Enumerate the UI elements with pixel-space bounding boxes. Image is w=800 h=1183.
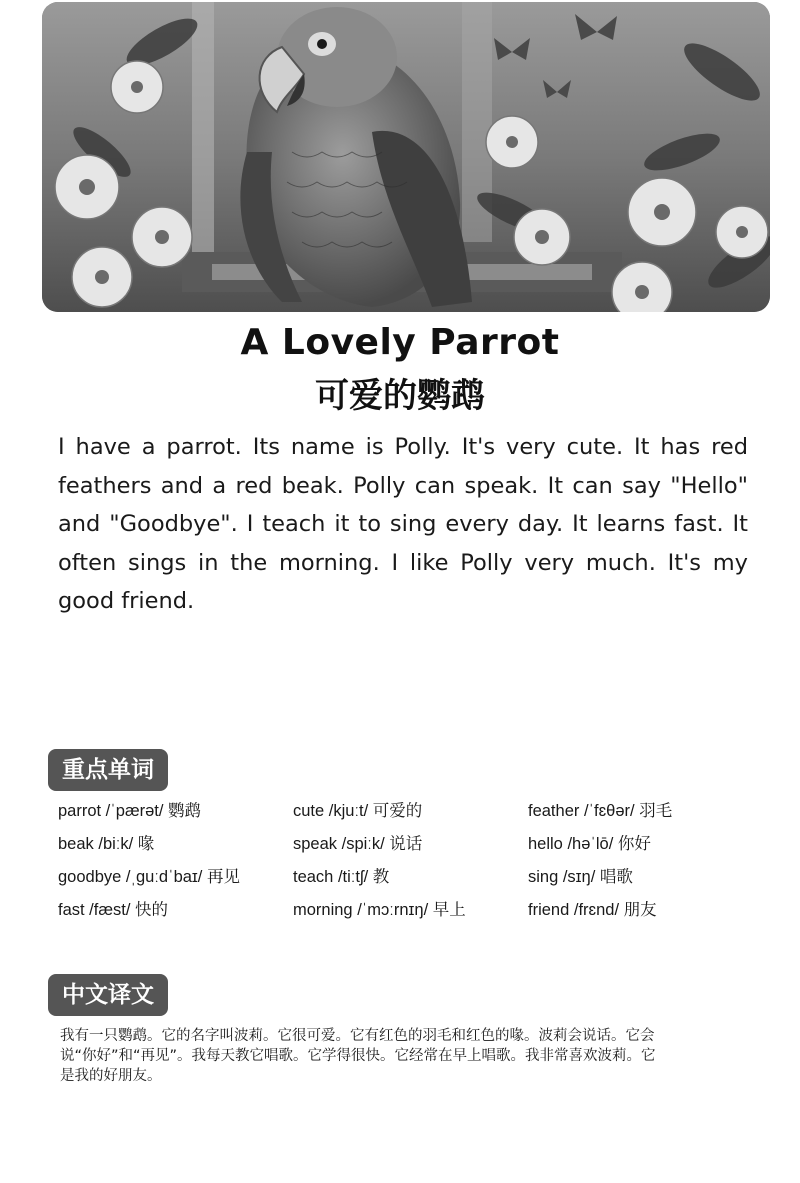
translation-section-tag: 中文译文 [48,974,168,1016]
story-text: I have a parrot. Its name is Polly. It's very cute. It has red feathers and a red beak. Polly can speak. It can say "Hello" and "Goodbye". I teach it to sing every day. It learns fast. It often sings in the morning. I like Polly very much. It's my good friend. [58,434,748,614]
vocab-item-friend: friend /frɛnd/ 朋友 [528,901,657,919]
translation-text: 我有一只鹦鹉。它的名字叫波莉。它很可爱。它有红色的羽毛和红色的喙。波莉会说话。它会说“你好”和“再见”。我每天教它唱歌。它学得很快。它经常在早上唱歌。我非常喜欢波莉。它是我的好朋友。 [60,1028,656,1084]
parrot-illustration [42,2,770,312]
vocab-grid [58,800,758,922]
parrot-garden-picture [42,2,770,312]
vocab-item-morning: morning /ˈmɔːrnɪŋ/ 早上 [293,901,466,919]
vocab-item-parrot: parrot /ˈpærət/ 鹦鹉 [58,802,202,820]
title-english: A Lovely Parrot [240,322,560,363]
vocab-item-speak: speak /spiːk/ 说话 [293,835,423,853]
vocab-item-hello: hello /həˈlō/ 你好 [528,835,651,853]
vocab-item-feather: feather /ˈfɛθər/ 羽毛 [528,802,673,820]
vocab-item-sing: sing /sɪŋ/ 唱歌 [528,868,633,886]
title-chinese: 可爱的鹦鹉 [315,376,485,416]
vocab-item-teach: teach /tiːtʃ/ 教 [293,868,390,886]
vocab-item-cute: cute /kjuːt/ 可爱的 [293,802,423,820]
vocab-item-fast: fast /fæst/ 快的 [58,901,169,919]
vocab-section-tag: 重点单词 [48,749,168,791]
vocab-item-beak: beak /biːk/ 喙 [58,835,155,853]
vocab-item-goodbye: goodbye /ˌɡuːdˈbaɪ/ 再见 [58,868,240,886]
